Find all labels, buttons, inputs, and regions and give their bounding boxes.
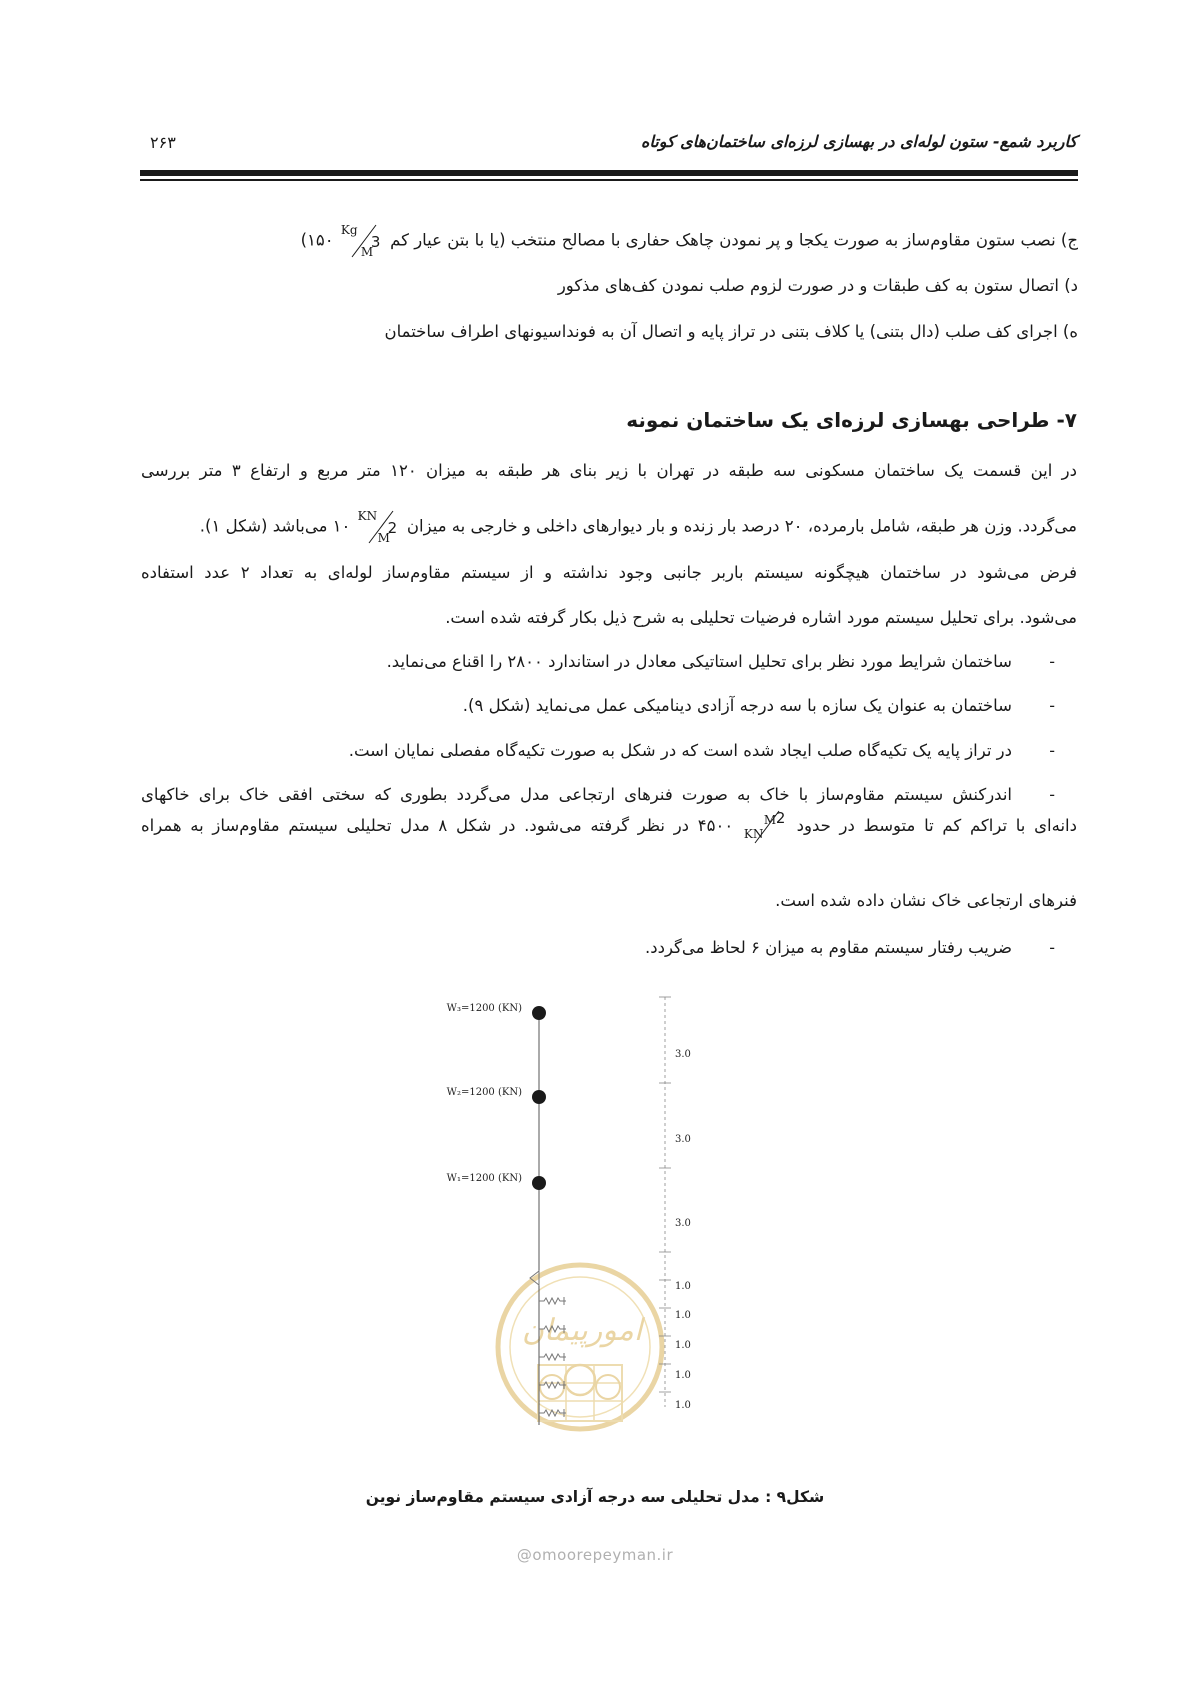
spring-5 [539, 1409, 566, 1417]
spring-1 [539, 1297, 566, 1305]
p1-text-c: می‌باشد (شکل ۱). [199, 516, 328, 536]
bullet-4-line-1: اندرکنش سیستم مقاوم‌ساز با خاک به صورت فنرهای ارتجاعی مدل می‌گردد بطوری که سختی افقی خاک برای خاکهای [141, 785, 1012, 804]
paragraph-1-line-2 [200, 509, 1077, 545]
dim-label: 1.0 [675, 1370, 691, 1381]
unit-denominator: M [763, 812, 777, 827]
bullet-dash: - [1049, 652, 1055, 671]
unit-power: 2 [775, 808, 786, 827]
paragraph-1-line-1: در این قسمت یک ساختمان مسکونی سه طبقه در تهران با زیر بنای هر طبقه به میزان ۱۲۰ متر مربع و ارتفاع ۳ متر بررسی [141, 461, 1077, 480]
bullet-5: ضریب رفتار سیستم مقاوم به میزان ۶ لحاظ می‌گردد. [645, 938, 1012, 957]
watermark-seal [498, 1265, 662, 1429]
mass-label-w2: W₂=1200 (KN) [446, 1087, 522, 1098]
mass-node-1 [532, 1176, 546, 1190]
paragraph-2-line-2: می‌شود. برای تحلیل سیستم مورد اشاره فرضیات تحلیلی به شرح ذیل بکار گرفته شده است. [445, 608, 1077, 627]
structural-model-svg [446, 995, 760, 1480]
bullet-2: ساختمان به عنوان یک سازه با سه درجه آزادی دینامیکی عمل می‌نماید (شکل ۹). [462, 696, 1012, 715]
dim-label: 1.0 [675, 1310, 691, 1321]
bullet-3: در تراز پایه یک تکیه‌گاه صلب ایجاد شده است که در شکل به صورت تکیه‌گاه مفصلی نمایان است. [348, 741, 1012, 760]
unit-numerator: Kg [340, 223, 358, 237]
dim-label: 1.0 [675, 1400, 691, 1411]
unit-power: 3 [370, 233, 381, 251]
header-rule-thick [140, 170, 1078, 176]
dim-label: 1.0 [675, 1340, 691, 1351]
b4-value: ۴۵۰۰ [697, 816, 734, 835]
bullet-1: ساختمان شرایط مورد نظر برای تحلیل استاتیکی معادل در استاندارد ۲۸۰۰ را اقناع می‌نماید. [386, 652, 1012, 671]
unit-numerator: KN [357, 509, 378, 523]
watermark-text: امورپیمان [521, 1313, 643, 1348]
bullet-dash: - [1049, 696, 1055, 715]
unit-power: 2 [387, 519, 398, 537]
spring-3 [539, 1353, 566, 1361]
p1-text-a: می‌گردد. وزن هر طبقه، شامل بارمرده، ۲۰ درصد بار زنده و بار دیوارهای داخلی و خارجی به میزان [406, 516, 1077, 536]
dim-label: 3.0 [675, 1049, 691, 1060]
item-d: د) اتصال ستون به کف طبقات و در صورت لزوم صلب نمودن کف‌های مذکور [557, 276, 1078, 295]
b4-text-c: در نظر گرفته می‌شود. در شکل ۸ مدل تحلیلی سیستم مقاوم‌ساز به همراه [141, 816, 690, 835]
mass-label-w3: W₃=1200 (KN) [446, 1003, 522, 1014]
item-j [301, 223, 1078, 259]
bullet-dash: - [1049, 785, 1055, 804]
unit-denominator: M [360, 245, 374, 259]
page-number: ۲۶۳ [150, 133, 176, 152]
unit-numerator: KN [743, 826, 764, 841]
bullet-4-line-2 [141, 801, 1077, 851]
section-heading: ۷- طراحی بهسازی لرزه‌ای یک ساختمان نمونه [626, 408, 1077, 432]
unit-kn-per-m2 [356, 509, 402, 545]
figure-caption: شکل۹ : مدل تحلیلی سه درجه آزادی سیستم مقاوم‌ساز نوین [365, 1488, 825, 1506]
mass-node-2 [532, 1090, 546, 1104]
mass-label-w1: W₁=1200 (KN) [446, 1173, 522, 1184]
bullet-dash: - [1049, 741, 1055, 760]
unit-denominator: M [377, 531, 390, 545]
item-j-value: ۱۵۰) [300, 230, 334, 250]
item-j-text: ج) نصب ستون مقاوم‌ساز به صورت یکجا و پر نمودن چاهک حفاری با مصالح منتخب (یا با بتن عیار کم [390, 230, 1078, 250]
watermark-credit: @omoorepeyman.ir [516, 1546, 674, 1564]
header-rule-thin [140, 179, 1078, 181]
running-header-title: کاربرد شمع- ستون لوله‌ای در بهسازی لرزه‌ای ساختمان‌های کوتاه [641, 132, 1077, 151]
unit-kn-per-m2 [742, 809, 788, 845]
unit-kg-per-m3 [339, 223, 385, 259]
bullet-dash: - [1049, 938, 1055, 957]
item-h: ه) اجرای کف صلب (دال بتنی) یا کلاف بتنی در تراز پایه و اتصال آن به فونداسیونهای اطراف ساختمان [384, 322, 1078, 341]
mass-node-3 [532, 1006, 546, 1020]
paragraph-2-line-1: فرض می‌شود در ساختمان هیچگونه سیستم باربر جانبی وجود نداشته و از سیستم مقاوم‌ساز لوله‌ای به تعداد ۲ عدد استفاده [141, 563, 1077, 582]
figure-9-structural-model [446, 995, 760, 1480]
p1-value: ۱۰ [332, 516, 351, 536]
dim-label: 1.0 [675, 1281, 691, 1292]
bullet-4-line-3: فنرهای ارتجاعی خاک نشان داده شده است. [775, 891, 1077, 910]
dim-label: 3.0 [675, 1218, 691, 1229]
dim-label: 3.0 [675, 1134, 691, 1145]
b4-text-a: دانه‌ای با تراکم کم تا متوسط در حدود [796, 816, 1077, 835]
